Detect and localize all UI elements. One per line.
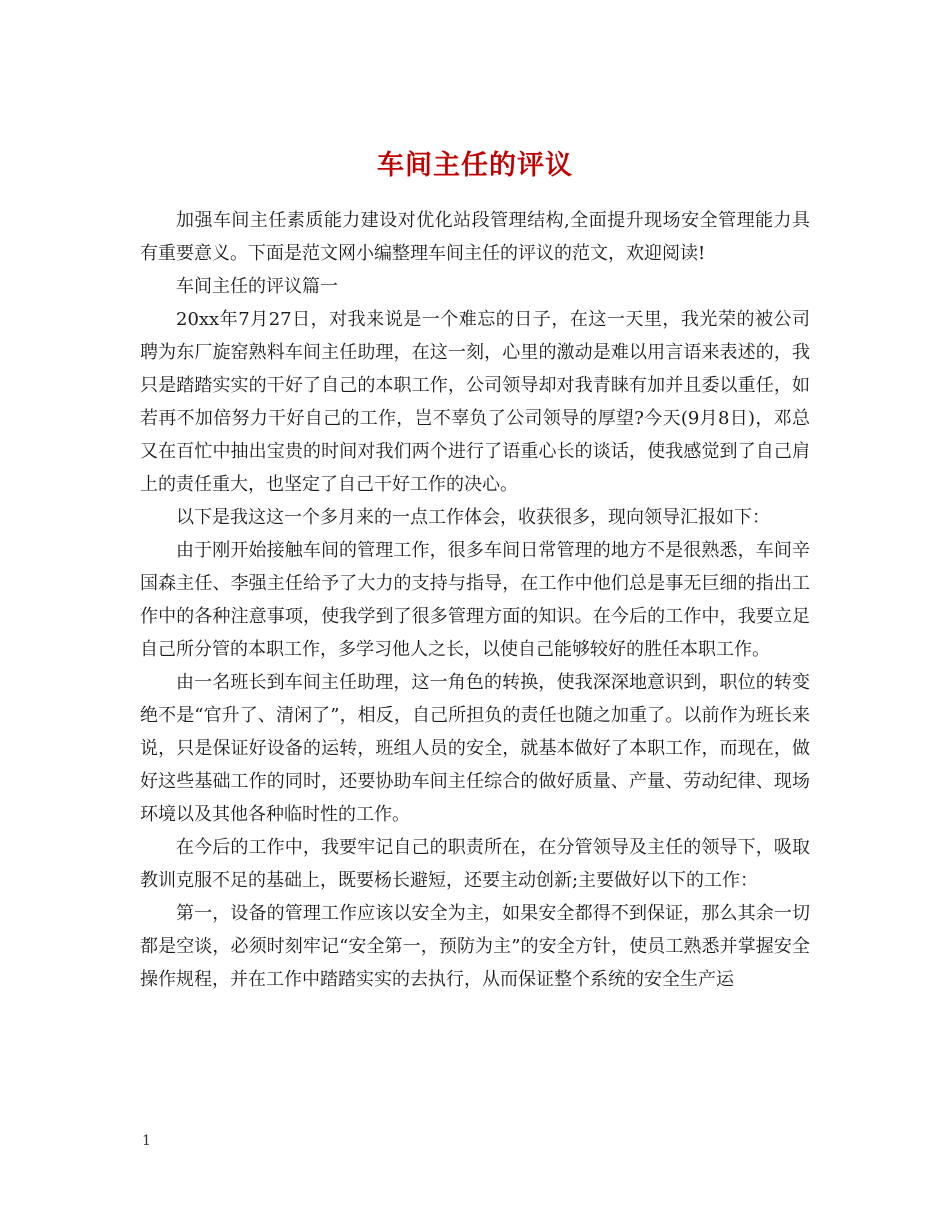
section-heading: 车间主任的评议篇一 — [176, 276, 338, 297]
intro-paragraph: 加强车间主任素质能力建设对优化站段管理结构,全面提升现场安全管理能力具有重要意义。下面是范文网小编整理车间主任的评议的范文，欢迎阅读! — [140, 210, 810, 264]
body-paragraph: 以下是我这这一个多月来的一点工作体会，收获很多，现向领导汇报如下： — [176, 507, 770, 528]
page-number: 1 — [142, 1133, 151, 1149]
document-title: 车间主任的评议 — [377, 150, 573, 182]
document-body — [140, 204, 810, 996]
body-paragraph: 由于刚开始接触车间的管理工作，很多车间日常管理的地方不是很熟悉，车间辛国森主任、李强主任给予了大力的支持与指导，在工作中他们总是事无巨细的指出工作中的各种注意事项，使我学到了很多管理方面的知识。在今后的工作中，我要立足自己所分管的本职工作，多学习他人之长，以使自己能够较好的胜任本职工作。 — [140, 540, 810, 660]
body-paragraph: 20xx年7月27日，对我来说是一个难忘的日子，在这一天里，我光荣的被公司聘为东厂旋窑熟料车间主任助理，在这一刻，心里的激动是难以用言语来表述的，我只是踏踏实实的干好了自己的本职工作，公司领导却对我青睐有加并且委以重任，如若再不加倍努力干好自己的工作，岂不辜负了公司领导的厚望?今天(9月8日)，邓总又在百忙中抽出宝贵的时间对我们两个进行了语重心长的谈话，使我感觉到了自己肩上的责任重大，也坚定了自己干好工作的决心。 — [140, 309, 810, 495]
body-paragraph: 由一名班长到车间主任助理，这一角色的转换，使我深深地意识到，职位的转变绝不是“官升了、清闲了”，相反，自己所担负的责任也随之加重了。以前作为班长来说，只是保证好设备的运转，班组人员的安全，就基本做好了本职工作，而现在，做好这些基础工作的同时，还要协助车间主任综合的做好质量、产量、劳动纪律、现场环境以及其他各种临时性的工作。 — [140, 672, 810, 825]
body-paragraph: 第一，设备的管理工作应该以安全为主，如果安全都得不到保证，那么其余一切都是空谈，必须时刻牢记“安全第一，预防为主”的安全方针，使员工熟悉并掌握安全操作规程，并在工作中踏踏实实的去执行，从而保证整个系统的安全生产运 — [140, 903, 810, 990]
body-paragraph: 在今后的工作中，我要牢记自己的职责所在，在分管领导及主任的领导下，吸取教训克服不足的基础上，既要杨长避短，还要主动创新;主要做好以下的工作： — [140, 837, 810, 891]
